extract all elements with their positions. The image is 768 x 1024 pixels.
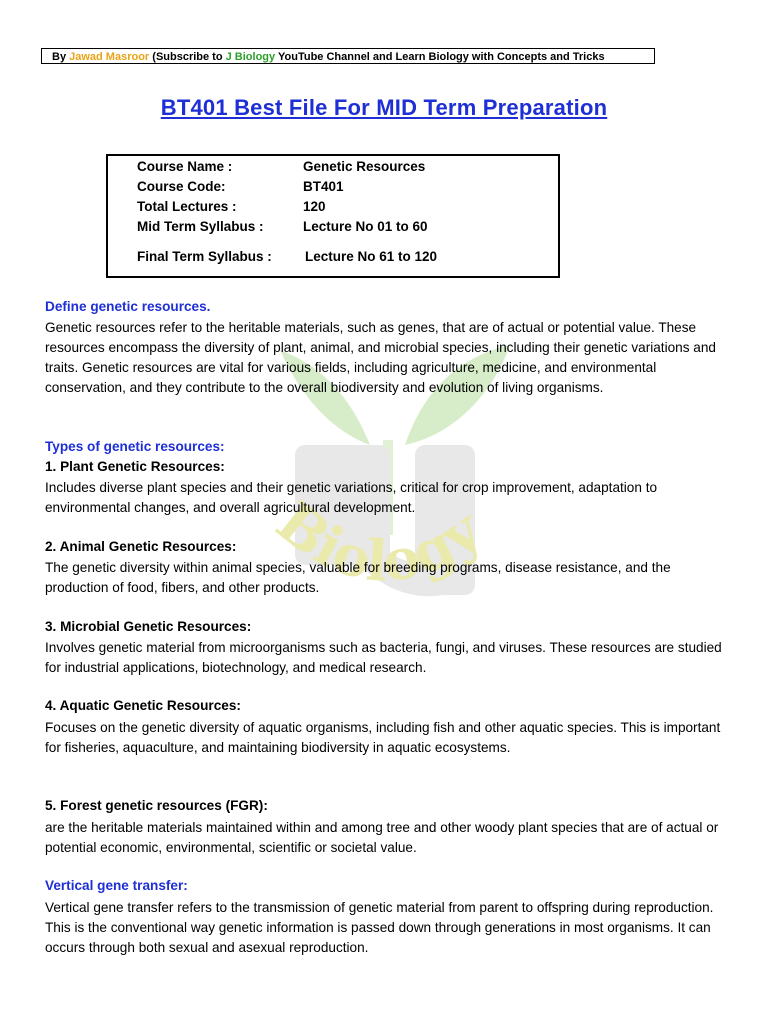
- plant-paragraph: Includes diverse plant species and their genetic variations, critical for crop improvement, adaptation to environmental changes, and overall agricultural development.: [45, 480, 658, 515]
- course-name-row: [137, 159, 425, 174]
- page-title: BT401 Best File For MID Term Preparation: [160, 95, 608, 120]
- byline-subscribe: (Subscribe to: [149, 51, 226, 63]
- forest-paragraph: are the heritable materials maintained within and among tree and other woody plant species that are of actual or potential economic, environmental, scientific or societal value.: [45, 820, 719, 855]
- course-info-box: [106, 154, 560, 278]
- microbial-heading: 3. Microbial Genetic Resources:: [45, 619, 252, 634]
- total-lectures-label: Total Lectures :: [137, 199, 237, 214]
- aquatic-heading: 4. Aquatic Genetic Resources:: [45, 698, 241, 713]
- author-name: Jawad Masroor: [69, 51, 150, 63]
- microbial-paragraph: Involves genetic material from microorganisms such as bacteria, fungi, and viruses. These resources are studied for industrial applications, biotechnology, and medical research.: [45, 640, 722, 675]
- watermark-biology-text: Biology: [264, 488, 494, 596]
- course-code-label: Course Code:: [137, 179, 226, 194]
- mid-term-row: [137, 219, 428, 234]
- vertical-paragraph: Vertical gene transfer refers to the transmission of genetic material from parent to offspring during reproduction. This is the conventional way genetic information is passed down through generations in most organisms. It can occurs through both sexual and asexual reproduction.: [45, 900, 714, 955]
- final-term-row: [137, 249, 437, 264]
- define-paragraph: Genetic resources refer to the heritable materials, such as genes, that are of actual or potential value. These resources encompass the diversity of plant, animal, and microbial species, including their genetic variations and traits. Genetic resources are vital for various fields, including agriculture, medicine, and environmental conservation, and they contribute to the overall biodiversity and evolution of living organisms.: [45, 320, 716, 395]
- course-code-row: [137, 179, 344, 194]
- animal-heading: 2. Animal Genetic Resources:: [45, 539, 237, 554]
- course-code-value: BT401: [303, 179, 344, 194]
- plant-heading: 1. Plant Genetic Resources:: [45, 459, 225, 474]
- vertical-heading: Vertical gene transfer:: [45, 878, 188, 893]
- mid-term-label: Mid Term Syllabus :: [137, 219, 264, 234]
- final-term-value: Lecture No 61 to 120: [305, 249, 438, 264]
- aquatic-paragraph: Focuses on the genetic diversity of aquatic organisms, including fish and other aquatic species. This is important for fisheries, aquaculture, and maintaining biodiversity in aquatic ecosystems.: [45, 720, 721, 755]
- byline-suffix: YouTube Channel and Learn Biology with Concepts and Tricks: [275, 51, 605, 63]
- final-term-label: Final Term Syllabus :: [137, 249, 272, 264]
- mid-term-value: Lecture No 01 to 60: [303, 219, 428, 234]
- total-lectures-row: [137, 199, 326, 214]
- course-name-label: Course Name :: [137, 159, 233, 174]
- author-byline: [41, 48, 655, 64]
- course-name-value: Genetic Resources: [303, 159, 426, 174]
- total-lectures-value: 120: [303, 199, 326, 214]
- forest-heading: 5. Forest genetic resources (FGR):: [45, 798, 268, 813]
- types-heading: Types of genetic resources:: [45, 439, 225, 454]
- animal-paragraph: The genetic diversity within animal species, valuable for breeding programs, disease resistance, and the production of food, fibers, and other products.: [45, 560, 671, 595]
- define-heading: Define genetic resources.: [45, 299, 211, 314]
- channel-name: J Biology: [225, 51, 276, 63]
- byline-by: By: [52, 51, 70, 63]
